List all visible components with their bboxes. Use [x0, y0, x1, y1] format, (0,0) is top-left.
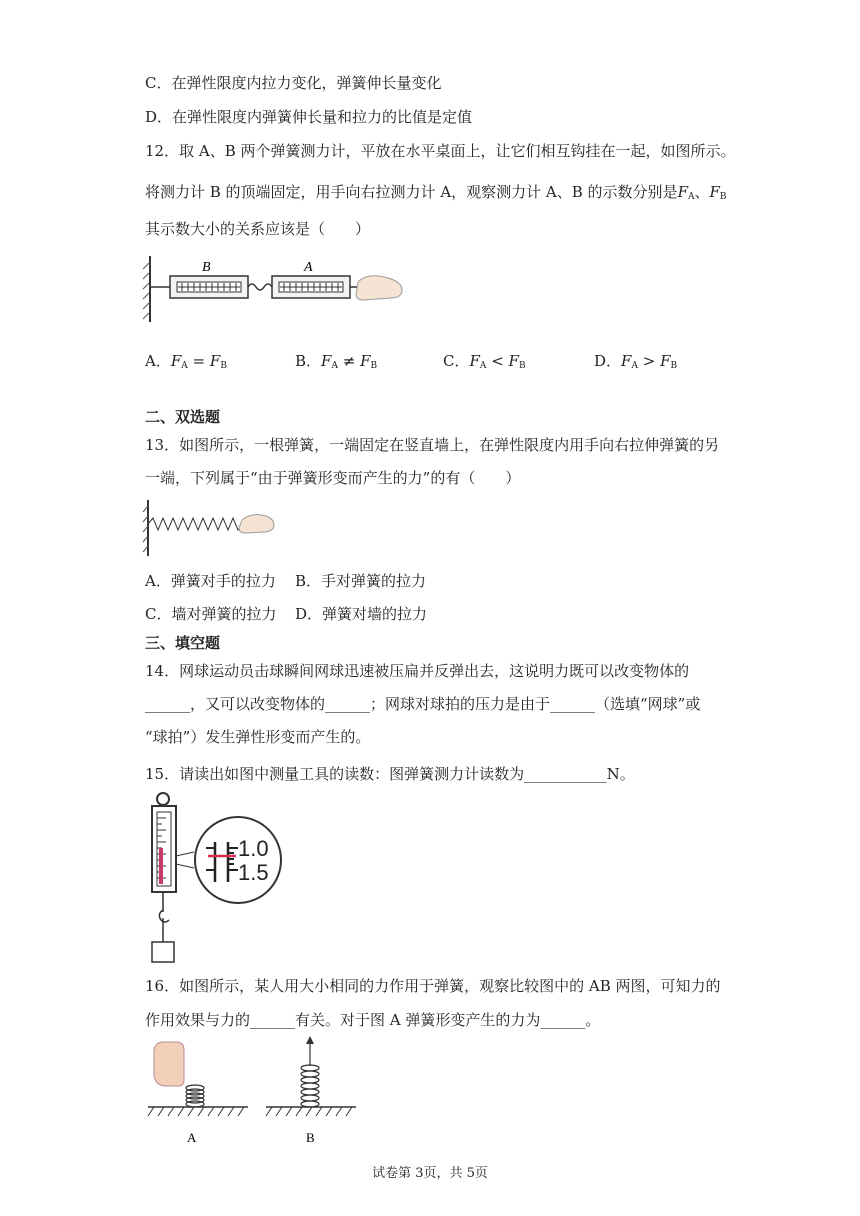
q13-option-b: B．手对弹簧的拉力: [295, 572, 427, 590]
q11-option-c: C．在弹性限度内拉力变化，弹簧伸长量变化: [145, 74, 442, 92]
q16-stem-line2: 作用效果与力的______有关。对于图 A 弹簧形变产生的力为______。: [145, 1011, 601, 1029]
q16-stem-line1: 16．如图所示，某人用大小相同的力作用于弹簧，观察比较图中的 AB 两图，可知力的: [145, 977, 721, 995]
q16-label-a: A: [187, 1130, 197, 1145]
q12-stem-line3: 其示数大小的关系应该是（ ）: [145, 220, 371, 238]
q12-stem-line1: 12．取 A、B 两个弹簧测力计，平放在水平桌面上，让它们相互钩挂在一起，如图所示。: [145, 142, 736, 160]
page-footer: 试卷第 3页，共 5页: [372, 1166, 488, 1181]
q12-option-c: C．$F_A < F_B$: [443, 352, 526, 371]
q12-option-d: D．$F_A > F_B$: [594, 352, 678, 371]
q13-stem-line2: 一端，下列属于“由于弹簧形变而产生的力”的有（ ）: [145, 469, 521, 487]
q12-stem-text: 将测力计 B 的顶端固定，用手向右拉测力计 A，观察测力计 A、B 的示数分别是: [145, 183, 678, 201]
section-2-heading: 二、双选题: [145, 408, 221, 426]
q16-springs-figure: [142, 1034, 362, 1149]
q11-option-d: D．在弹性限度内弹簧伸长量和拉力的比值是定值: [145, 108, 473, 126]
q15-tick-label-1: 1.0: [238, 836, 269, 861]
q14-stem-line3: “球拍”）发生弹性形变而产生的。: [145, 728, 371, 746]
q12-spring-scales-figure: [142, 254, 404, 324]
section-3-heading: 三、填空题: [145, 634, 221, 652]
q12-stem-line2: 将测力计 B 的顶端固定，用手向右拉测力计 A，观察测力计 A、B 的示数分别是$F_A$、$F_B$: [145, 183, 727, 202]
q15-spring-scale-figure: [142, 790, 292, 965]
q12-option-a: A．$F_A = F_B$: [145, 352, 227, 371]
q15-tick-label-2: 1.5: [238, 860, 269, 885]
q12-label-a: A: [304, 260, 313, 275]
q13-option-d: D．弹簧对墙的拉力: [295, 605, 428, 623]
q13-spring-wall-figure: [142, 498, 277, 558]
q12-option-b: B．$F_A \ne F_B$: [295, 352, 378, 371]
q13-option-a: A．弹簧对手的拉力: [145, 572, 276, 590]
q13-stem-line1: 13．如图所示，一根弹簧，一端固定在竖直墙上，在弹性限度内用手向右拉伸弹簧的另: [145, 436, 720, 454]
q14-stem-line2: ______，又可以改变物体的______；网球对球拍的压力是由于______（选填“网球”或: [145, 695, 701, 713]
q12-label-b: B: [202, 260, 211, 275]
q14-stem-line1: 14．网球运动员击球瞬间网球迅速被压扁并反弹出去，这说明力既可以改变物体的: [145, 662, 690, 680]
q13-option-c: C．墙对弹簧的拉力: [145, 605, 277, 623]
q16-label-b: B: [306, 1130, 315, 1145]
q15-stem: 15．请读出如图中测量工具的读数：图弹簧测力计读数为___________N。: [145, 765, 635, 783]
